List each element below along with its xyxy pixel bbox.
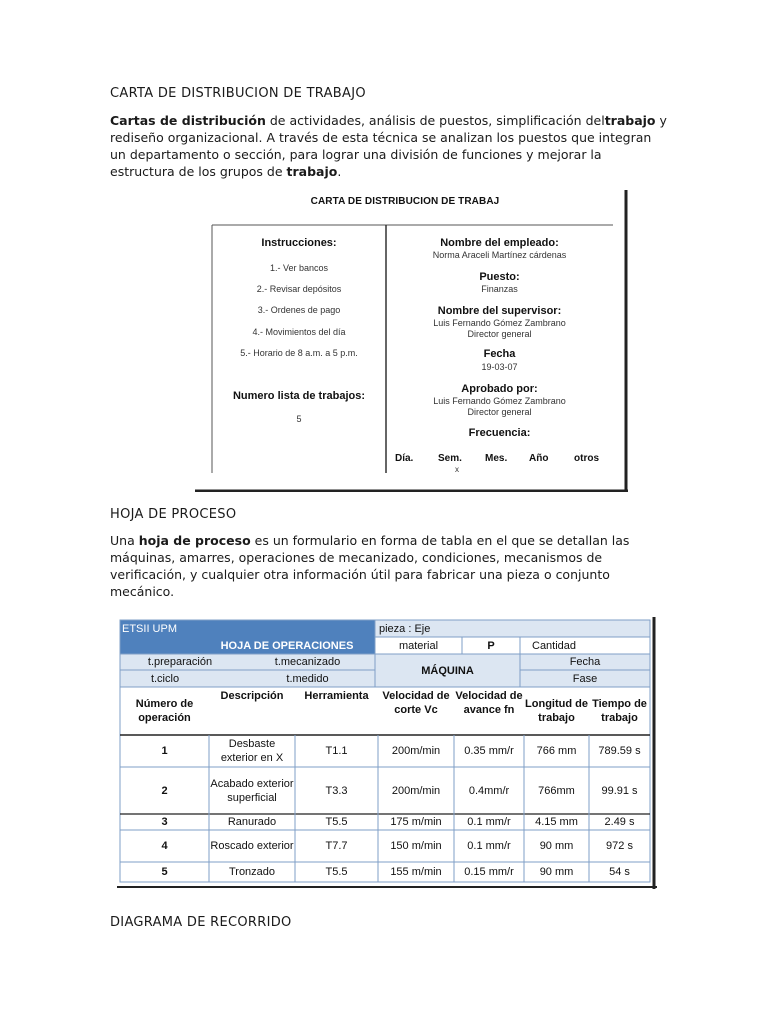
hoja-fecha: Fecha bbox=[569, 656, 601, 668]
section-heading-hoja: HOJA DE PROCESO bbox=[110, 507, 237, 522]
para-bold: trabajo bbox=[286, 164, 338, 179]
puesto-label: Puesto: bbox=[479, 271, 520, 283]
col-header-velocidad-corte: Velocidad de corte Vc bbox=[382, 690, 450, 716]
col-header-tiempo: Tiempo de trabajo bbox=[592, 698, 647, 724]
frecuencia-mes: Mes. bbox=[485, 453, 508, 464]
para-bold: trabajo bbox=[604, 113, 656, 128]
cell-tiempo: 99.91 s bbox=[601, 784, 638, 797]
frecuencia-label: Frecuencia: bbox=[468, 427, 531, 439]
cell-velocidad-avance: 0.15 mm/r bbox=[464, 866, 514, 878]
frecuencia-dia: Día. bbox=[395, 453, 414, 464]
cell-herramienta: T1.1 bbox=[325, 745, 348, 757]
frecuencia-ano: Año bbox=[529, 453, 549, 464]
cell-numero: 2 bbox=[161, 784, 168, 797]
cell-velocidad-corte: 200m/min bbox=[391, 784, 441, 797]
cell-numero: 1 bbox=[161, 745, 168, 757]
hoja-t-medido: t.medido bbox=[286, 672, 329, 685]
frecuencia-sem: Sem. bbox=[438, 453, 462, 464]
cell-descripcion: Acabado exterior superficial bbox=[210, 777, 294, 804]
para-text: y rediseño organizacional. A través de esta técnica se analizan los puestos que integran un departamento o sección, para lograr una división de funciones y mejorar la estructura de los grupos de bbox=[110, 113, 667, 179]
hoja-org: ETSII UPM bbox=[122, 622, 178, 635]
hoja-pieza: pieza : Eje bbox=[379, 622, 431, 635]
cell-tiempo: 972 s bbox=[606, 840, 633, 852]
cell-numero: 4 bbox=[161, 840, 168, 852]
cell-numero: 3 bbox=[161, 816, 168, 828]
hoja-maquina: MÁQUINA bbox=[421, 664, 474, 677]
cell-numero: 5 bbox=[161, 866, 168, 878]
empleado-value: Norma Araceli Martínez cárdenas bbox=[432, 250, 567, 260]
cell-longitud: 766mm bbox=[538, 784, 575, 797]
cell-longitud: 4.15 mm bbox=[535, 816, 578, 828]
cell-velocidad-avance: 0.1 mm/r bbox=[467, 816, 511, 828]
col-header-velocidad-avance: Velocidad de avance fn bbox=[455, 690, 523, 716]
cell-velocidad-avance: 0.35 mm/r bbox=[464, 745, 514, 757]
supervisor-name: Luis Fernando Gómez Zambrano bbox=[433, 318, 566, 328]
col-header-descripcion: Descripción bbox=[220, 690, 284, 702]
hoja-operaciones-table bbox=[117, 617, 653, 889]
para-text: es un formulario en forma de tabla en el que se detallan las máquinas, amarres, operaciones de mecanizado, condiciones, mecanismos de verificación, y cualquier otra información útil para fabricar una pieza o conjunto mecánico. bbox=[110, 533, 630, 599]
hoja-material: material bbox=[398, 639, 439, 652]
cell-descripcion: Tronzado bbox=[228, 866, 276, 878]
cell-velocidad-avance: 0.1 mm/r bbox=[467, 840, 511, 852]
instruccion-item: 2.- Revisar depósitos bbox=[256, 284, 342, 294]
numero-lista-label: Numero lista de trabajos: bbox=[232, 390, 366, 402]
col-header-herramienta: Herramienta bbox=[304, 690, 369, 702]
hoja-title: HOJA DE OPERACIONES bbox=[220, 639, 354, 652]
col-header-numero: Número de operación bbox=[135, 698, 194, 724]
instruccion-item: 4.- Movimientos del día bbox=[252, 327, 346, 337]
aprobado-name: Luis Fernando Gómez Zambrano bbox=[433, 396, 566, 406]
hoja-cantidad: Cantidad bbox=[532, 639, 577, 652]
frecuencia-mark: x bbox=[455, 465, 459, 474]
hoja-fase: Fase bbox=[572, 672, 598, 685]
puesto-value: Finanzas bbox=[481, 284, 518, 294]
cell-herramienta: T7.7 bbox=[325, 840, 348, 852]
instruccion-item: 3.- Ordenes de pago bbox=[257, 305, 341, 315]
hoja-t-ciclo: t.ciclo bbox=[150, 672, 180, 685]
aprobado-label: Aprobado por: bbox=[461, 383, 538, 395]
cell-herramienta: T5.5 bbox=[325, 866, 348, 878]
cell-velocidad-corte: 175 m/min bbox=[390, 816, 442, 828]
cell-velocidad-avance: 0.4mm/r bbox=[468, 784, 510, 797]
para-bold: Cartas de distribución bbox=[110, 113, 266, 128]
hoja-t-mecanizado: t.mecanizado bbox=[274, 656, 341, 668]
paragraph-carta bbox=[110, 112, 670, 180]
supervisor-role: Director general bbox=[467, 329, 532, 339]
frecuencia-otros: otros bbox=[574, 453, 599, 464]
numero-lista-value: 5 bbox=[296, 414, 302, 424]
carta-title: CARTA DE DISTRIBUCION DE TRABAJ bbox=[310, 196, 500, 207]
cell-longitud: 766 mm bbox=[536, 745, 577, 757]
hoja-t-preparacion: t.preparación bbox=[147, 656, 213, 668]
cell-descripcion: Roscado exterior bbox=[210, 840, 294, 852]
paragraph-hoja bbox=[110, 532, 650, 600]
instrucciones-label: Instrucciones: bbox=[261, 237, 337, 249]
cell-tiempo: 54 s bbox=[609, 866, 630, 878]
carta-distribucion-figure bbox=[195, 190, 628, 492]
aprobado-role: Director general bbox=[467, 407, 532, 417]
cell-velocidad-corte: 200m/min bbox=[391, 745, 441, 757]
cell-tiempo: 789.59 s bbox=[598, 745, 641, 757]
cell-descripcion: Desbaste exterior en X bbox=[220, 738, 284, 764]
para-bold: hoja de proceso bbox=[138, 533, 251, 548]
section-heading-carta: CARTA DE DISTRIBUCION DE TRABAJO bbox=[110, 86, 366, 101]
para-text: Una bbox=[110, 533, 139, 548]
instruccion-item: 1.- Ver bancos bbox=[269, 263, 329, 273]
cell-descripcion: Ranurado bbox=[227, 816, 277, 828]
fecha-value: 19-03-07 bbox=[481, 362, 518, 372]
para-text: de actividades, análisis de puestos, simplificación del bbox=[265, 113, 605, 128]
cell-herramienta: T3.3 bbox=[325, 784, 348, 797]
cell-velocidad-corte: 150 m/min bbox=[390, 840, 442, 852]
cell-velocidad-corte: 155 m/min bbox=[390, 866, 442, 878]
col-header-longitud: Longitud de trabajo bbox=[525, 698, 588, 724]
cell-tiempo: 2.49 s bbox=[604, 816, 635, 828]
empleado-label: Nombre del empleado: bbox=[440, 237, 559, 249]
cell-longitud: 90 mm bbox=[539, 840, 574, 852]
carta-frame-lines bbox=[195, 190, 628, 492]
hoja-p: P bbox=[487, 639, 495, 652]
cell-longitud: 90 mm bbox=[539, 866, 574, 878]
para-text: . bbox=[337, 164, 342, 179]
fecha-label: Fecha bbox=[483, 348, 516, 360]
cell-herramienta: T5.5 bbox=[325, 816, 348, 828]
supervisor-label: Nombre del supervisor: bbox=[437, 305, 562, 317]
instruccion-item: 5.- Horario de 8 a.m. a 5 p.m. bbox=[240, 348, 358, 358]
section-heading-diagrama: DIAGRAMA DE RECORRIDO bbox=[110, 915, 292, 930]
